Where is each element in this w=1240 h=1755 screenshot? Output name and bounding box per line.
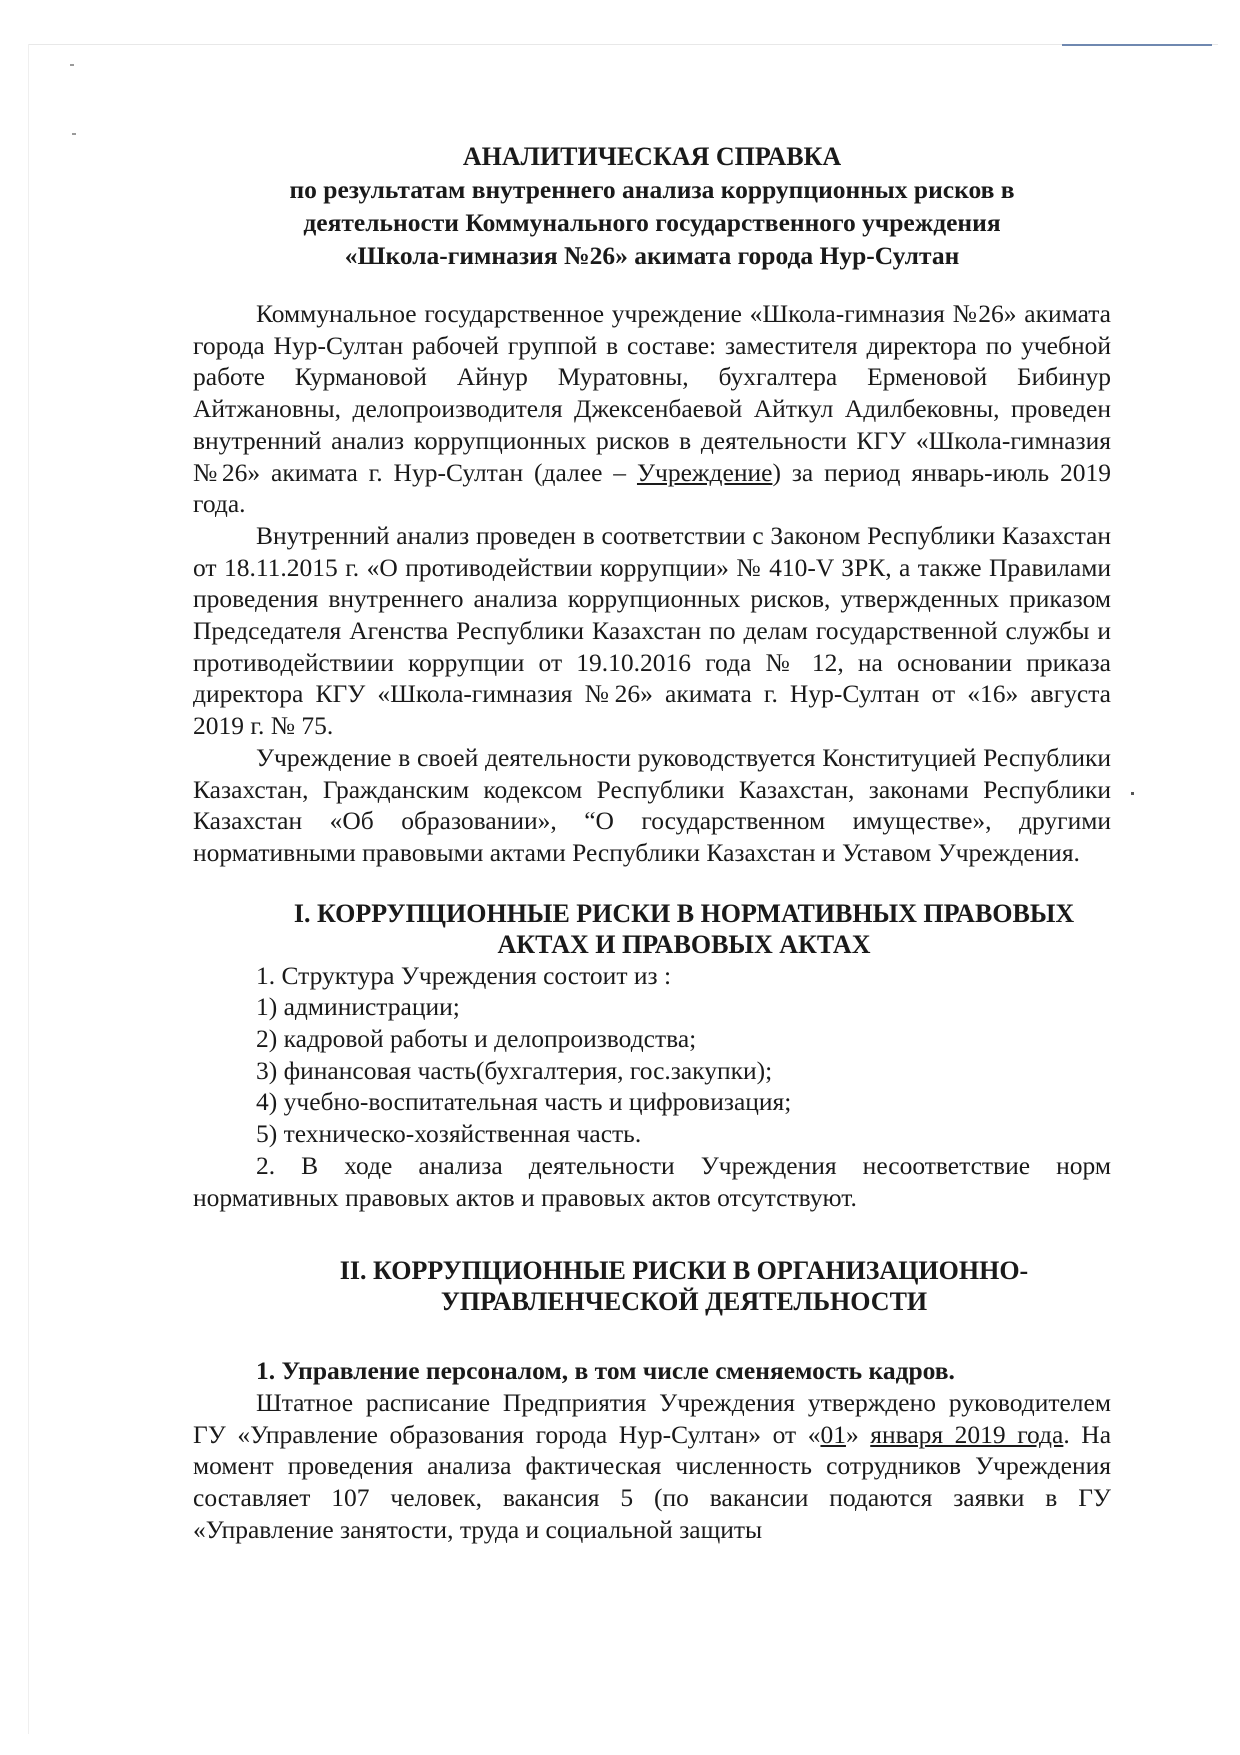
title-line: «Школа-гимназия №26» акимата города Нур-Султан xyxy=(344,241,960,270)
list-item: 5) техническо-хозяйственная часть. xyxy=(256,1119,642,1149)
paragraph-text: . На момент проведения анализа фактическая численность сотрудников Учреждения составляет 107 человек, вакансия 5 (по вакансии подаются заявки в ГУ «Управление занятости, труда и социальной защиты xyxy=(193,1419,1112,1544)
paragraph-text: Штатное расписание Предприятия Учреждения утверждено руководителем ГУ «Управление образования города Нур-Султан» от « xyxy=(193,1387,1111,1449)
paragraph-text: » xyxy=(845,1419,859,1449)
underlined-term: января 2019 года xyxy=(870,1419,1064,1449)
paragraph-text: Коммунальное государственное учреждение «Школа-гимназия №26» акимата города Нур-Султан рабочей группой в составе: заместителя директора по учебной работе Курмановой Айнур Муратовны, бухгалтера Ерменовой Бибинур Айтжановны, делопроизводителя Джексенбаевой Айткул Адилбековны, проведен внутренний анализ коррупционных рисков в деятельности КГУ «Школа-гимназия №26» акимата г. Нур-Султан (далее – xyxy=(193,299,1111,487)
document-body xyxy=(193,140,1111,1546)
section-heading-line: II. КОРРУПЦИОННЫЕ РИСКИ В ОРГАНИЗАЦИОННО- xyxy=(339,1256,1029,1286)
list-item: 3) финансовая часть(бухгалтерия, гос.закупки); xyxy=(256,1055,773,1085)
underlined-term: 01 xyxy=(820,1419,846,1449)
scan-edge xyxy=(28,44,1218,45)
section-heading-line: АКТАХ И ПРАВОВЫХ АКТАХ xyxy=(497,929,871,959)
section-heading-line: I. КОРРУПЦИОННЫЕ РИСКИ В НОРМАТИВНЫХ ПРАВОВЫХ xyxy=(293,898,1075,928)
list-item: 1) администрации; xyxy=(256,992,460,1022)
intro-paragraph-1 xyxy=(193,298,1111,520)
paragraph-text: ) за период январь-июль 2019 года. xyxy=(193,457,1111,519)
document-title xyxy=(193,140,1111,272)
scan-speck xyxy=(70,64,74,66)
underlined-term: Учреждение xyxy=(636,457,773,487)
section-1-point-2: 2. В ходе анализа деятельности Учреждения несоответствие норм нормативных правовых актов и правовых актов отсутствуют. xyxy=(193,1150,1111,1212)
list-item: 2) кадровой работы и делопроизводства; xyxy=(256,1024,697,1054)
scan-edge-left xyxy=(28,44,29,1734)
section-2-heading xyxy=(193,1255,1111,1317)
intro-paragraph-2: Внутренний анализ проведен в соответствии с Законом Республики Казахстан от 18.11.2015 г. «О противодействии коррупции» № 410-V ЗРК, а также Правилами проведения внутреннего анализа коррупционных рисков, утвержденных приказом Председателя Агенства Республики Казахстан по делам государственной службы и противодействиии коррупции от 19.10.2016 года № 12, на основании приказа директора КГУ «Школа-гимназия №26» акимата г. Нур-Султан от «16» августа 2019 г. № 75. xyxy=(193,520,1111,741)
title-line: по результатам внутреннего анализа коррупционных рисков в xyxy=(289,175,1015,204)
title-line: деятельности Коммунального государственного учреждения xyxy=(303,208,1001,237)
scan-speck xyxy=(72,133,76,135)
scan-edge-mark xyxy=(1062,44,1212,46)
scan-speck xyxy=(1131,792,1134,795)
intro-paragraph-3: Учреждение в своей деятельности руководствуется Конституцией Республики Казахстан, Гражданским кодексом Республики Казахстан, законами Республики Казахстан «Об образовании», “О государственном имуществе», другими нормативными правовыми актами Республики Казахстан и Уставом Учреждения. xyxy=(193,742,1111,867)
list-item: 4) учебно-воспитательная часть и цифровизация; xyxy=(256,1087,792,1117)
section-1-heading xyxy=(193,898,1111,960)
structure-intro: 1. Структура Учреждения состоит из : xyxy=(256,960,672,990)
section-2-subheading: 1. Управление персоналом, в том числе сменяемость кадров. xyxy=(256,1356,955,1386)
title-line: АНАЛИТИЧЕСКАЯ СПРАВКА xyxy=(462,142,842,171)
section-2-paragraph xyxy=(193,1387,1111,1546)
section-heading-line: УПРАВЛЕНЧЕСКОЙ ДЕЯТЕЛЬНОСТИ xyxy=(440,1287,928,1317)
